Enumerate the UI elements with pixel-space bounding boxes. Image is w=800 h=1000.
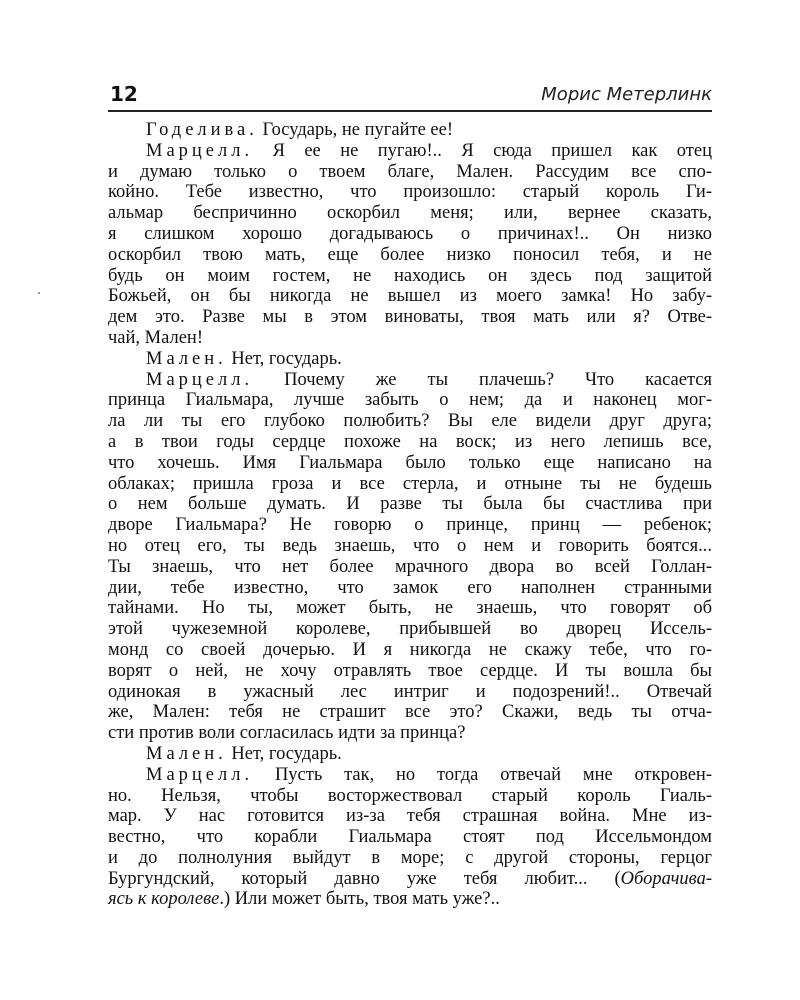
text-line xyxy=(108,203,712,224)
speaker-name: Мален. xyxy=(146,743,227,764)
line-text: ла ли ты его глубоко полюбить? Вы еле видели друг друга; xyxy=(108,411,712,432)
line-text: и думаю только о твоем благе, Мален. Рассудим все спо- xyxy=(108,161,712,182)
line-text: вестно, что корабли Гиальмара стоят под Иссельмондом xyxy=(108,827,712,848)
line-text: Нет, государь. xyxy=(231,348,342,369)
stage-direction: Оборачива- xyxy=(620,868,712,889)
text-line xyxy=(108,432,712,453)
text-line xyxy=(108,827,712,848)
text-line xyxy=(108,141,712,162)
line-text: дворе Гиальмара? Не говорю о принце, принц — ребенок; xyxy=(108,515,712,536)
text-line xyxy=(108,786,712,807)
line-text: альмар беспричинно оскорбил меня; или, вернее сказать, xyxy=(108,203,712,224)
text-line xyxy=(108,182,712,203)
scan-speck xyxy=(38,292,40,294)
line-text: Бургундский, который давно уже тебя любит... ( xyxy=(108,868,621,889)
text-line xyxy=(108,848,712,869)
running-head: Морис Метерлинк xyxy=(541,84,712,105)
line-text: Божьей, он бы никогда не вышел из моего замка! Но забу- xyxy=(108,286,712,307)
text-line xyxy=(108,869,712,890)
speaker-name: Марцелл. xyxy=(146,764,254,785)
text-line xyxy=(108,578,712,599)
page-header xyxy=(108,80,712,112)
text-line xyxy=(108,349,712,370)
line-text: дем это. Разве мы в этом виноваты, твоя мать или я? Отве- xyxy=(108,307,712,328)
line-text: Государь, не пугайте ее! xyxy=(262,120,453,140)
text-line xyxy=(108,723,712,744)
text-line xyxy=(108,640,712,661)
body-text xyxy=(108,120,712,910)
text-line xyxy=(108,390,712,411)
line-text: оскорбил твою мать, еще более низко поносил тебя, и не xyxy=(108,244,712,265)
line-text: но отец его, ты ведь знаешь, что о нем и говорить боятся... xyxy=(108,535,712,556)
text-line xyxy=(108,162,712,183)
line-text: принца Гиальмара, лучше забыть о нем; да и наконец мог- xyxy=(108,390,712,411)
line-text: и до полнолуния выйдут в море; с другой стороны, герцог xyxy=(108,847,712,868)
line-text: Я ее не пугаю!.. Я сюда пришел как отец xyxy=(272,140,712,161)
line-text: койно. Тебе известно, что произошло: старый король Ги- xyxy=(108,182,712,203)
text-line xyxy=(108,266,712,287)
text-line xyxy=(108,661,712,682)
text-line xyxy=(108,682,712,703)
line-text: чай, Мален! xyxy=(108,327,203,348)
line-text: же, Мален: тебя не страшит все это? Скажи, ведь ты отча- xyxy=(108,702,712,723)
text-line xyxy=(108,224,712,245)
line-text: а в твои годы сердце похоже на воск; из него лепишь все, xyxy=(108,431,712,452)
line-text: дии, тебе известно, что замок его наполнен странными xyxy=(108,577,712,598)
text-line xyxy=(108,619,712,640)
text-line xyxy=(108,557,712,578)
line-text: одинокая в ужасный лес интриг и подозрений!.. Отвечай xyxy=(108,681,712,702)
speaker-name: Годелива. xyxy=(146,120,258,140)
line-text: я слишком хорошо догадываюсь о причинах!.. Он низко xyxy=(108,223,712,244)
line-text: ворят о ней, не хочу отравлять твое сердце. И ты вошла бы xyxy=(108,660,712,681)
text-line xyxy=(108,286,712,307)
text-line xyxy=(108,307,712,328)
text-line xyxy=(108,744,712,765)
line-text: монд со своей дочерью. И я никогда не скажу тебе, что го- xyxy=(108,639,712,660)
text-line xyxy=(108,515,712,536)
text-line xyxy=(108,765,712,786)
text-line xyxy=(108,120,712,141)
line-text: что хочешь. Имя Гиальмара было только еще написано на xyxy=(108,452,712,473)
line-text: этой чужеземной королеве, прибывшей во дворец Иссель- xyxy=(108,619,712,640)
text-line xyxy=(108,494,712,515)
stage-direction: ясь к королеве xyxy=(108,889,220,910)
text-line xyxy=(108,806,712,827)
line-text: тайнами. Но ты, может быть, не знаешь, что говорят об xyxy=(108,598,712,619)
text-line xyxy=(108,411,712,432)
line-text: о нем больше думать. И разве ты была бы счастлива при xyxy=(108,494,712,515)
line-text: Пусть так, но тогда отвечай мне откровен- xyxy=(274,764,712,785)
text-line xyxy=(108,889,712,910)
speaker-name: Марцелл. xyxy=(146,369,254,390)
text-line xyxy=(108,328,712,349)
line-text: сти против воли согласилась идти за принца? xyxy=(108,723,466,744)
text-line xyxy=(108,370,712,391)
line-text: мар. У нас готовится из-за тебя страшная война. Мне из- xyxy=(108,806,712,827)
line-text: будь он моим гостем, не находись он здесь под защитой xyxy=(108,265,712,286)
page-number: 12 xyxy=(110,82,138,106)
speaker-name: Мален. xyxy=(146,348,227,369)
text-line xyxy=(108,474,712,495)
line-text: но. Нельзя, чтобы восторжествовал старый король Гиаль- xyxy=(108,785,712,806)
line-text: облаках; пришла гроза и все стерла, и отныне ты не будешь xyxy=(108,473,712,494)
line-text: Нет, государь. xyxy=(231,743,342,764)
text-line xyxy=(108,453,712,474)
speaker-name: Марцелл. xyxy=(146,140,254,161)
text-line xyxy=(108,598,712,619)
line-text: Почему же ты плачешь? Что касается xyxy=(284,369,712,390)
line-text: .) Или может быть, твоя мать уже?.. xyxy=(219,889,500,910)
text-line xyxy=(108,536,712,557)
text-line xyxy=(108,702,712,723)
line-text: Ты знаешь, что нет более мрачного двора во всей Голлан- xyxy=(108,556,712,577)
text-line xyxy=(108,245,712,266)
